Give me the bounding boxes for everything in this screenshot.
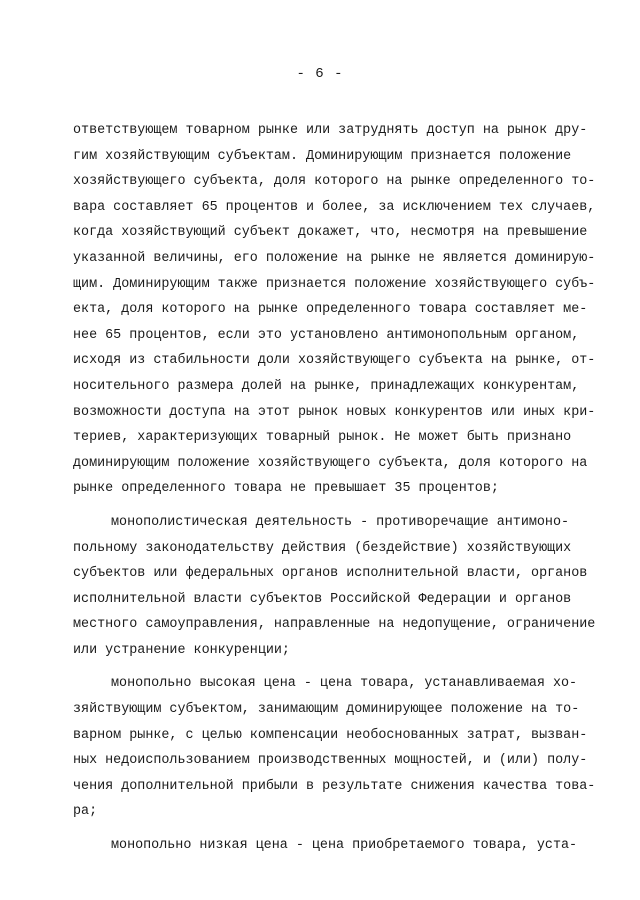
text-line: или устранение конкуренции; xyxy=(73,642,290,658)
text-line: ра; xyxy=(73,804,98,820)
text-line: зяйствующим субъектом, занимающим доминирующее положение на то- xyxy=(73,702,580,718)
text-line: чения дополнительной прибыли в результате снижения качества това- xyxy=(73,778,596,794)
text-line: варном рынке, с целью компенсации необоснованных затрат, вызван- xyxy=(73,727,588,743)
text-line: исходя из стабильности доли хозяйствующего субъекта на рынке, от- xyxy=(73,353,596,369)
text-line: доминирующим положение хозяйствующего субъекта, доля которого на xyxy=(73,455,588,471)
text-line: ответствующем товарном рынке или затруднять доступ на рынок дру- xyxy=(73,123,588,138)
text-line: субъектов или федеральных органов исполнительной власти, органов xyxy=(73,566,588,582)
text-line: возможности доступа на этот рынок новых конкурентов или иных кри- xyxy=(73,404,596,420)
text-line: монопольно низкая цена - цена приобретаемого товара, уста- xyxy=(111,838,578,854)
text-line: щим. Доминирующим также признается положение хозяйствующего субъ- xyxy=(73,276,596,292)
text-line: указанной величины, его положение на рынке не является доминирую- xyxy=(73,250,596,266)
text-line: хозяйствующего субъекта, доля которого на рынке определенного то- xyxy=(73,174,596,190)
text-line: польному законодательству действия (бездействие) хозяйствующих xyxy=(73,540,572,556)
text-line: монопольно высокая цена - цена товара, устанавливаемая хо- xyxy=(111,676,578,692)
page-number: - 6 - xyxy=(296,66,344,82)
text-line: рынке определенного товара не превышает 35 процентов; xyxy=(73,481,499,497)
text-line: монополистическая деятельность - противоречащие антимоно- xyxy=(111,514,570,530)
text-line: нее 65 процентов, если это установлено антимонопольным органом, xyxy=(73,327,580,343)
text-line: териев, характеризующих товарный рынок. Не может быть признано xyxy=(73,430,572,446)
body-text xyxy=(73,118,596,859)
text-line: когда хозяйствующий субъект докажет, что, несмотря на превышение xyxy=(73,225,588,241)
paragraph-monopoly-low-price xyxy=(73,833,578,859)
paragraph-monopolistic-activity xyxy=(73,510,596,664)
paragraph-dominant-position xyxy=(73,118,596,502)
paragraph-monopoly-high-price xyxy=(73,671,596,825)
text-line: ных недоиспользованием производственных мощностей, и (или) полу- xyxy=(73,753,588,769)
text-line: носительного размера долей на рынке, принадлежащих конкурентам, xyxy=(73,378,580,394)
text-line: екта, доля которого на рынке определенного товара составляет ме- xyxy=(73,302,588,318)
text-line: гим хозяйствующим субъектам. Доминирующим признается положение xyxy=(73,148,572,164)
text-line: исполнительной власти субъектов Российской Федерации и органов xyxy=(73,591,572,607)
text-line: вара составляет 65 процентов и более, за исключением тех случаев, xyxy=(73,199,596,215)
text-line: местного самоуправления, направленные на недопущение, ограничение xyxy=(73,617,596,633)
